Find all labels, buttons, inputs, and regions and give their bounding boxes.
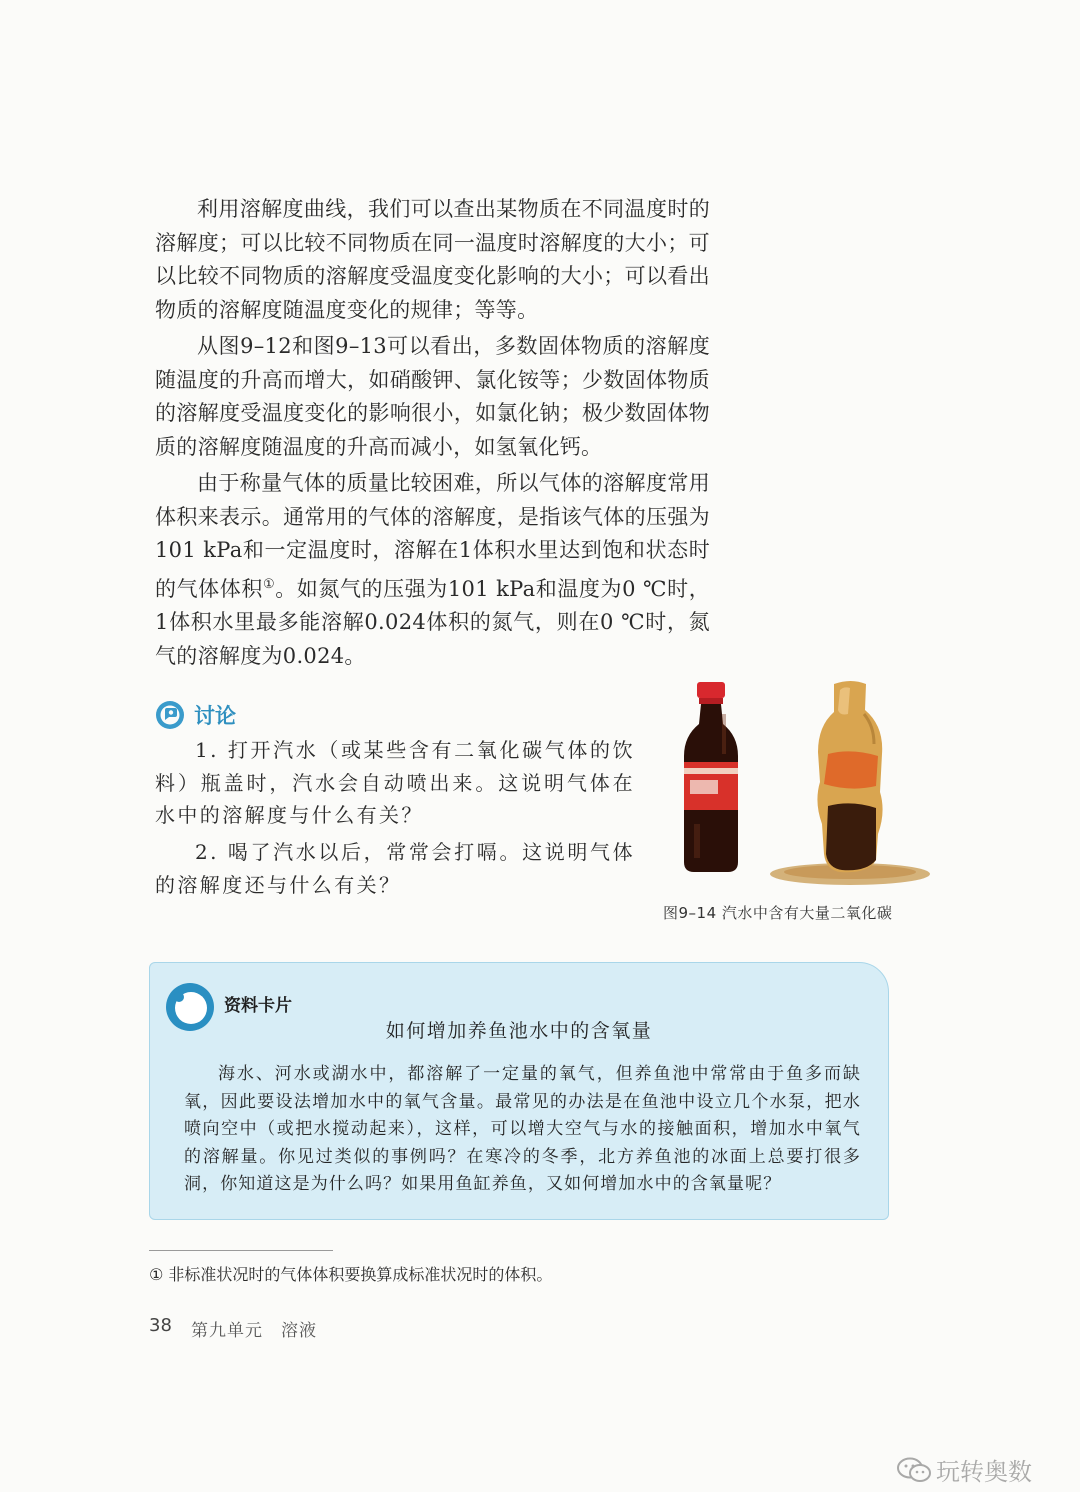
discussion-icon (155, 700, 185, 730)
running-head: 第九单元 溶液 (191, 1321, 317, 1341)
body-paragraph-2: 从图9–12和图9–13可以看出，多数固体物质的溶解度随温度的升高而增大，如硝酸钾、氯化铵等；少数固体物质的溶解度受温度变化的影响很小，如氯化钠；极少数固体物质的溶解度随温度的升高而减小，如氢氧化钙。 (155, 334, 710, 459)
info-card (149, 962, 889, 1220)
watermark (896, 1452, 1032, 1487)
footnote-divider (149, 1250, 333, 1251)
cola-bottle-closed (684, 682, 738, 872)
soda-bottle-photo (668, 674, 930, 896)
watermark-text: 玩转奥数 (936, 1458, 1032, 1486)
page-number: 38 (149, 1315, 172, 1336)
discussion-title: 讨论 (194, 704, 236, 728)
info-card-label: 资料卡片 (224, 996, 292, 1016)
figure-caption: 图9–14 汽水中含有大量二氧化碳 (663, 904, 893, 922)
info-card-body: 海水、河水或湖水中，都溶解了一定量的氧气，但养鱼池中常常由于鱼多而缺氧，因此要设法增加水中的氧气含量。最常见的办法是在鱼池中设立几个水泵，把水喷向空中（或把水搅动起来），这样，可以增大空气与水的接触面积，增加水中氧气的溶解量。你见过类似的事例吗？在寒冷的冬季，北方养鱼池的冰面上总要打很多洞，你知道这是为什么吗？如果用鱼缸养鱼，又如何增加水中的含氧量呢？ (184, 1064, 861, 1194)
gas-text-after: 。如氮气的压强为101 kPa和温度为0 ℃时，1体积水里最多能溶解0.024体积的氮气，则在0 ℃时，氮气的溶解度为0.024。 (155, 576, 710, 668)
gas-text-before: 由于称量气体的质量比较困难，所以气体的溶解度常用体积来表示。通常用的气体的溶解度，是指该气体的压强为101 kPa和一定温度时，溶解在1体积水里达到饱和状态时的气体体积 (155, 471, 710, 601)
footnote-mark: ① (262, 576, 276, 592)
cola-bottle-foaming (770, 681, 930, 885)
body-paragraph-1: 利用溶解度曲线，我们可以查出某物质在不同温度时的溶解度；可以比较不同物质在同一温度时溶解度的大小；可以比较不同物质的溶解度受温度变化影响的大小；可以看出物质的溶解度随温度变化的规律；等等。 (155, 197, 710, 322)
body-paragraph-3 (155, 467, 710, 673)
info-card-title: 如何增加养鱼池水中的含氧量 (385, 1020, 653, 1042)
discussion-question-1: 1. 打开汽水（或某些含有二氧化碳气体的饮料）瓶盖时，汽水会自动喷出来。这说明气体在水中的溶解度与什么有关？ (155, 738, 635, 827)
wechat-icon (896, 1456, 932, 1484)
footnote: ① 非标准状况时的气体体积要换算成标准状况时的体积。 (149, 1265, 553, 1284)
discussion-question-2: 2. 喝了汽水以后，常常会打嗝。这说明气体的溶解度还与什么有关？ (155, 840, 635, 897)
discussion-header (155, 698, 236, 732)
